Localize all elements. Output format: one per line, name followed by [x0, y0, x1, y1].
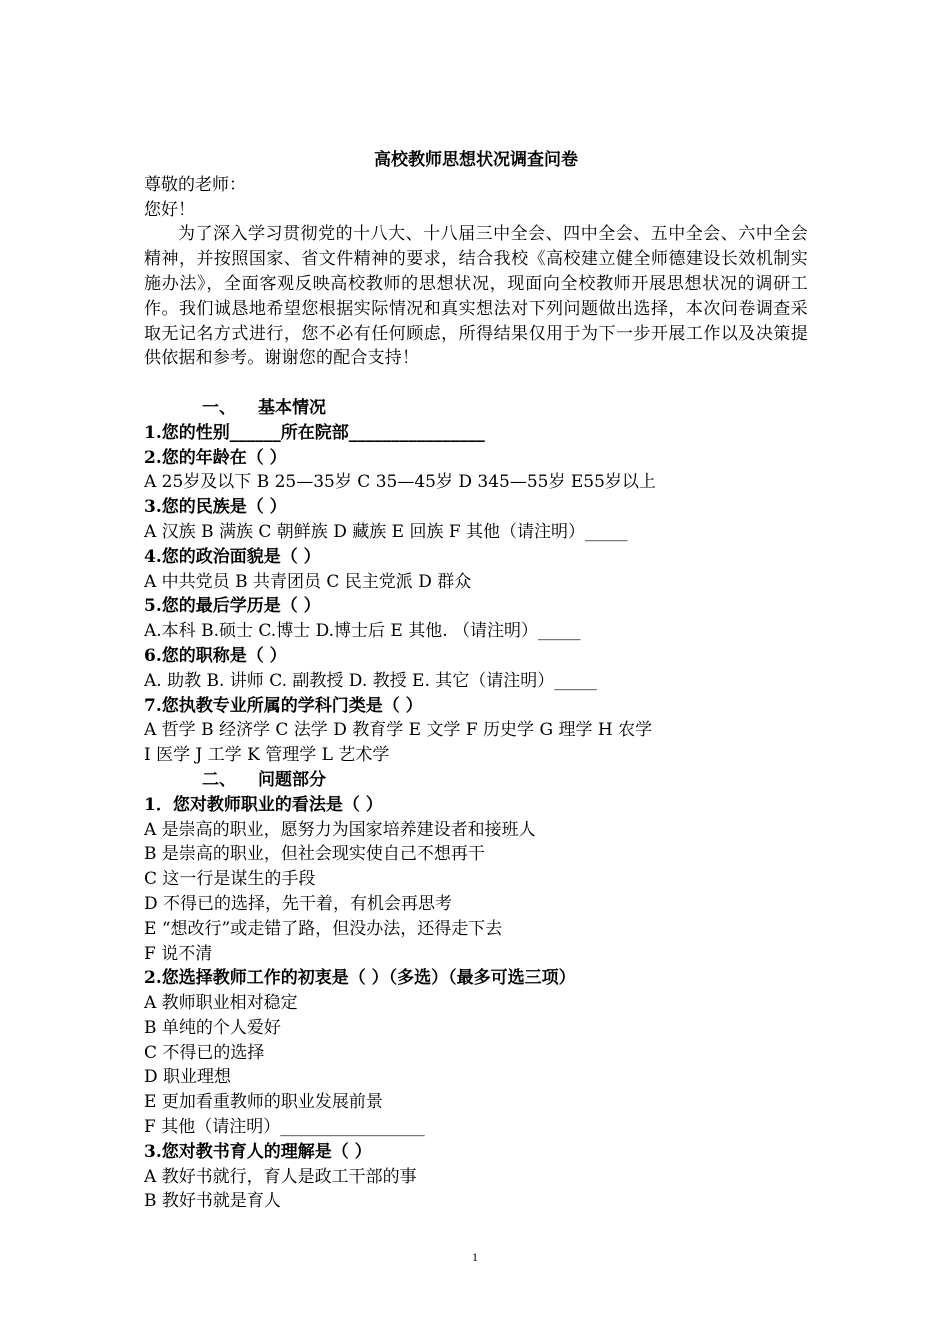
- section-number: 一、: [202, 397, 236, 418]
- section-heading-basic: [144, 396, 808, 421]
- blank-line: [144, 371, 808, 396]
- question: 4.您的政治面貌是（ ）: [144, 546, 321, 567]
- hello: 您好！: [144, 199, 195, 220]
- option-line: C 这一行是谋生的手段: [144, 869, 316, 890]
- document-body: [144, 148, 808, 1214]
- option-line: I 医学 J 工学 K 管理学 L 艺术学: [144, 745, 390, 766]
- option-line: D 职业理想: [144, 1067, 232, 1088]
- question: 2.您选择教师工作的初衷是（ ）（多选）（最多可选三项）: [144, 968, 576, 989]
- section-number: 二、: [202, 769, 236, 790]
- problem-questions: [144, 793, 808, 1215]
- option-line: B 单纯的个人爱好: [144, 1017, 281, 1038]
- option-line: A.本科 B.硕士 C.博士 D.博士后 E 其他. （请注明）_____: [144, 621, 581, 642]
- intro-paragraph: 为了深入学习贯彻党的十八大、十八届三中全会、四中全会、五中全会、六中全会精神，并按照国家、省文件精神的要求，结合我校《高校建立健全师德建设长效机制实施办法》，全面客观反映高校教师的思想状况，现面向全校教师开展思想状况的调研工作。我们诚恳地希望您根据实际情况和真实想法对下列问题做出选择，本次问卷调查采取无记名方式进行，您不必有任何顾虑，所得结果仅用于为下一步开展工作以及决策提供依据和参考。谢谢您的配合支持！: [144, 224, 808, 369]
- option-line: A 哲学 B 经济学 C 法学 D 教育学 E 文学 F 历史学 G 理学 H 农学: [144, 720, 653, 741]
- option-line: B 是崇高的职业，但社会现实使自己不想再干: [144, 844, 485, 865]
- question: 1.您的性别______所在院部________________: [144, 422, 485, 443]
- option-line: A 教师职业相对稳定: [144, 993, 298, 1014]
- question: 3.您对教书育人的理解是（ ）: [144, 1141, 372, 1162]
- section-label: 问题部分: [258, 769, 326, 790]
- question: 5.您的最后学历是（ ）: [144, 596, 321, 617]
- option-line: B 教好书就是育人: [144, 1191, 281, 1212]
- option-line: D 不得已的选择，先干着，有机会再思考: [144, 893, 453, 914]
- section-heading-problems: [144, 768, 808, 793]
- option-line: A 中共党员 B 共青团员 C 民主党派 D 群众: [144, 571, 472, 592]
- question: 6.您的职称是（ ）: [144, 645, 287, 666]
- basic-questions: [144, 421, 808, 768]
- option-line: A 是崇高的职业，愿努力为国家培养建设者和接班人: [144, 819, 536, 840]
- page-number: 1: [472, 1250, 478, 1264]
- question: 1．您对教师职业的看法是（ ）: [144, 794, 383, 815]
- option-line: A 25岁及以下 B 25—35岁 C 35—45岁 D 345—55岁 E55岁以上: [144, 472, 656, 493]
- question: 2.您的年龄在（ ）: [144, 447, 287, 468]
- option-line: F 其他（请注明）_________________: [144, 1117, 425, 1138]
- option-line: E “想改行”或走错了路，但没办法，还得走下去: [144, 918, 503, 939]
- question: 7.您执教专业所属的学科门类是（ ）: [144, 695, 423, 716]
- option-line: A 汉族 B 满族 C 朝鲜族 D 藏族 E 回族 F 其他（请注明）_____: [144, 521, 628, 542]
- option-line: F 说不清: [144, 943, 213, 964]
- option-line: E 更加看重教师的职业发展前景: [144, 1092, 383, 1113]
- option-line: A. 助教 B. 讲师 C. 副教授 D. 教授 E. 其它（请注明）_____: [144, 670, 597, 691]
- option-line: C 不得已的选择: [144, 1042, 265, 1063]
- question: 3.您的民族是（ ）: [144, 497, 287, 518]
- greeting: 尊敬的老师：: [144, 174, 246, 195]
- section-label: 基本情况: [258, 397, 326, 418]
- document-title: 高校教师思想状况调查问卷: [374, 150, 578, 170]
- option-line: A 教好书就行，育人是政工干部的事: [144, 1166, 417, 1187]
